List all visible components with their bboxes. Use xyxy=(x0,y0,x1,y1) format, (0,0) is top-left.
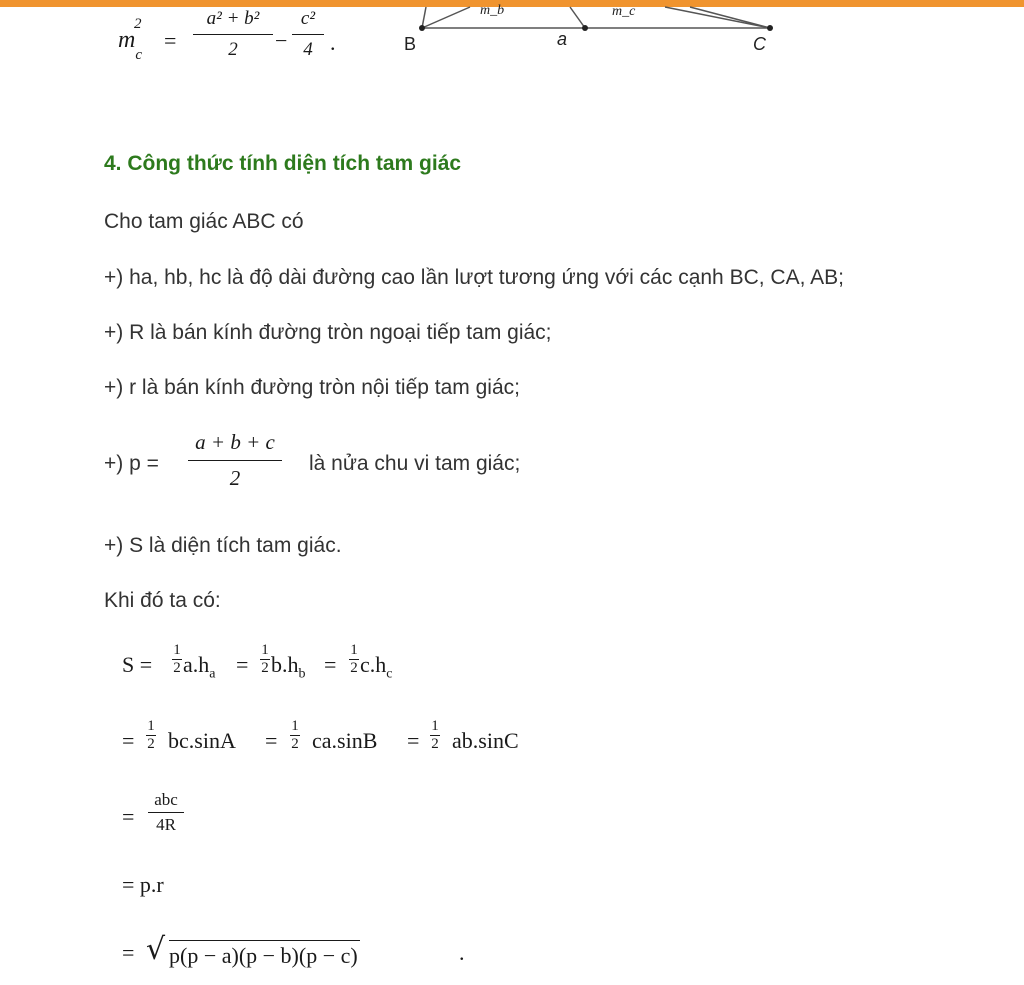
median-frac2-den: 4 xyxy=(292,34,324,61)
f1-half-3-den: 2 xyxy=(350,660,358,676)
f1-half-2-num: 1 xyxy=(261,642,269,658)
p-fraction-den: 2 xyxy=(188,460,282,491)
f2-half-2 xyxy=(290,718,300,753)
f2-half-2-den: 2 xyxy=(291,736,299,752)
f1-term-a-sub: a xyxy=(209,666,216,682)
median-frac2-num: c² xyxy=(300,8,316,29)
f1-half-1-num: 1 xyxy=(173,642,181,658)
f2-eq-2: = xyxy=(407,728,420,753)
f2-term-1: bc.sinA xyxy=(168,728,236,753)
f2-half-3-num: 1 xyxy=(431,718,439,734)
f2-half-1-den: 2 xyxy=(147,736,155,752)
diagram-label-mc: m_c xyxy=(612,4,636,19)
formula-area-inradius: = p.r xyxy=(122,872,164,897)
f2-half-1-num: 1 xyxy=(147,718,155,734)
diagram-label-mb: m_b xyxy=(480,3,505,18)
f1-half-3-num: 1 xyxy=(350,642,358,658)
median-end: . xyxy=(330,30,336,55)
bullet-circumradius: +) R là bán kính đường tròn ngoại tiếp tam giác; xyxy=(104,321,552,344)
median-frac1-num: a² + b² xyxy=(206,8,260,29)
f2-half-1 xyxy=(146,718,156,753)
f3-num: abc xyxy=(154,790,178,809)
f3-frac xyxy=(148,790,184,835)
diagram-side-ab xyxy=(422,7,426,28)
f2-half-3 xyxy=(430,718,440,753)
intro-text: Cho tam giác ABC có xyxy=(104,210,304,233)
f1-s: S = xyxy=(122,652,153,677)
f1-term-b xyxy=(271,652,306,682)
f2-eq-1: = xyxy=(265,728,278,753)
median-frac1-den: 2 xyxy=(193,34,273,61)
f3-eq: = xyxy=(122,804,135,829)
f5-eq: = xyxy=(122,940,135,965)
median-var: m xyxy=(118,27,136,53)
diagram-label-c: C xyxy=(753,34,766,54)
diagram-label-b: B xyxy=(404,34,417,54)
f1-term-c-text: c.h xyxy=(360,652,387,677)
diagram-side-ac xyxy=(570,7,585,28)
f5-end: . xyxy=(459,940,465,965)
diagram-median-c-2 xyxy=(665,7,770,28)
bullet-heights: +) ha, hb, hc là độ dài đường cao lần lượt tương ứng với các cạnh BC, CA, AB; xyxy=(104,266,844,289)
f1-half-1-den: 2 xyxy=(173,660,181,676)
s-definition: +) S là diện tích tam giác. xyxy=(104,534,342,557)
section-heading: 4. Công thức tính diện tích tam giác xyxy=(104,152,462,175)
bullet-inradius: +) r là bán kính đường tròn nội tiếp tam giác; xyxy=(104,376,520,399)
f1-half-2-den: 2 xyxy=(261,660,269,676)
diagram-point-b xyxy=(419,25,425,31)
p-fraction xyxy=(188,430,282,491)
f1-eq-1: = xyxy=(236,652,249,677)
f2-term-2: ca.sinB xyxy=(312,728,378,753)
f1-half-3 xyxy=(349,642,359,677)
f2-eq-0: = xyxy=(122,728,135,753)
diagram-label-a: a xyxy=(557,29,568,49)
f1-term-b-sub: b xyxy=(298,666,306,682)
median-equals: = xyxy=(164,28,177,53)
f1-term-c-sub: c xyxy=(386,666,393,682)
p-suffix: là nửa chu vi tam giác; xyxy=(309,452,521,475)
diagram-point-mid xyxy=(582,25,588,31)
diagram-median-b xyxy=(422,7,470,28)
median-sub: c xyxy=(135,46,143,63)
sqrt-radical: √ xyxy=(146,932,166,967)
f1-eq-2: = xyxy=(324,652,337,677)
f2-half-3-den: 2 xyxy=(431,736,439,752)
diagram-point-c xyxy=(767,25,773,31)
p-fraction-num: a + b + c xyxy=(195,430,275,454)
f1-term-c xyxy=(360,652,393,682)
f1-term-a-text: a.h xyxy=(183,652,210,677)
median-sup: 2 xyxy=(134,16,142,32)
f1-term-a xyxy=(183,652,216,682)
f2-term-3: ab.sinC xyxy=(452,728,519,753)
triangle-diagram xyxy=(0,0,1024,70)
f1-half-1 xyxy=(172,642,182,677)
median-minus: − xyxy=(275,28,288,53)
then-text: Khi đó ta có: xyxy=(104,589,221,612)
f1-term-b-text: b.h xyxy=(271,652,299,677)
f5-radicand: p(p − a)(p − b)(p − c) xyxy=(169,940,360,969)
p-prefix: +) p = xyxy=(104,452,159,475)
f1-half-2 xyxy=(260,642,270,677)
f2-half-2-num: 1 xyxy=(291,718,299,734)
f3-den: 4R xyxy=(148,812,184,835)
